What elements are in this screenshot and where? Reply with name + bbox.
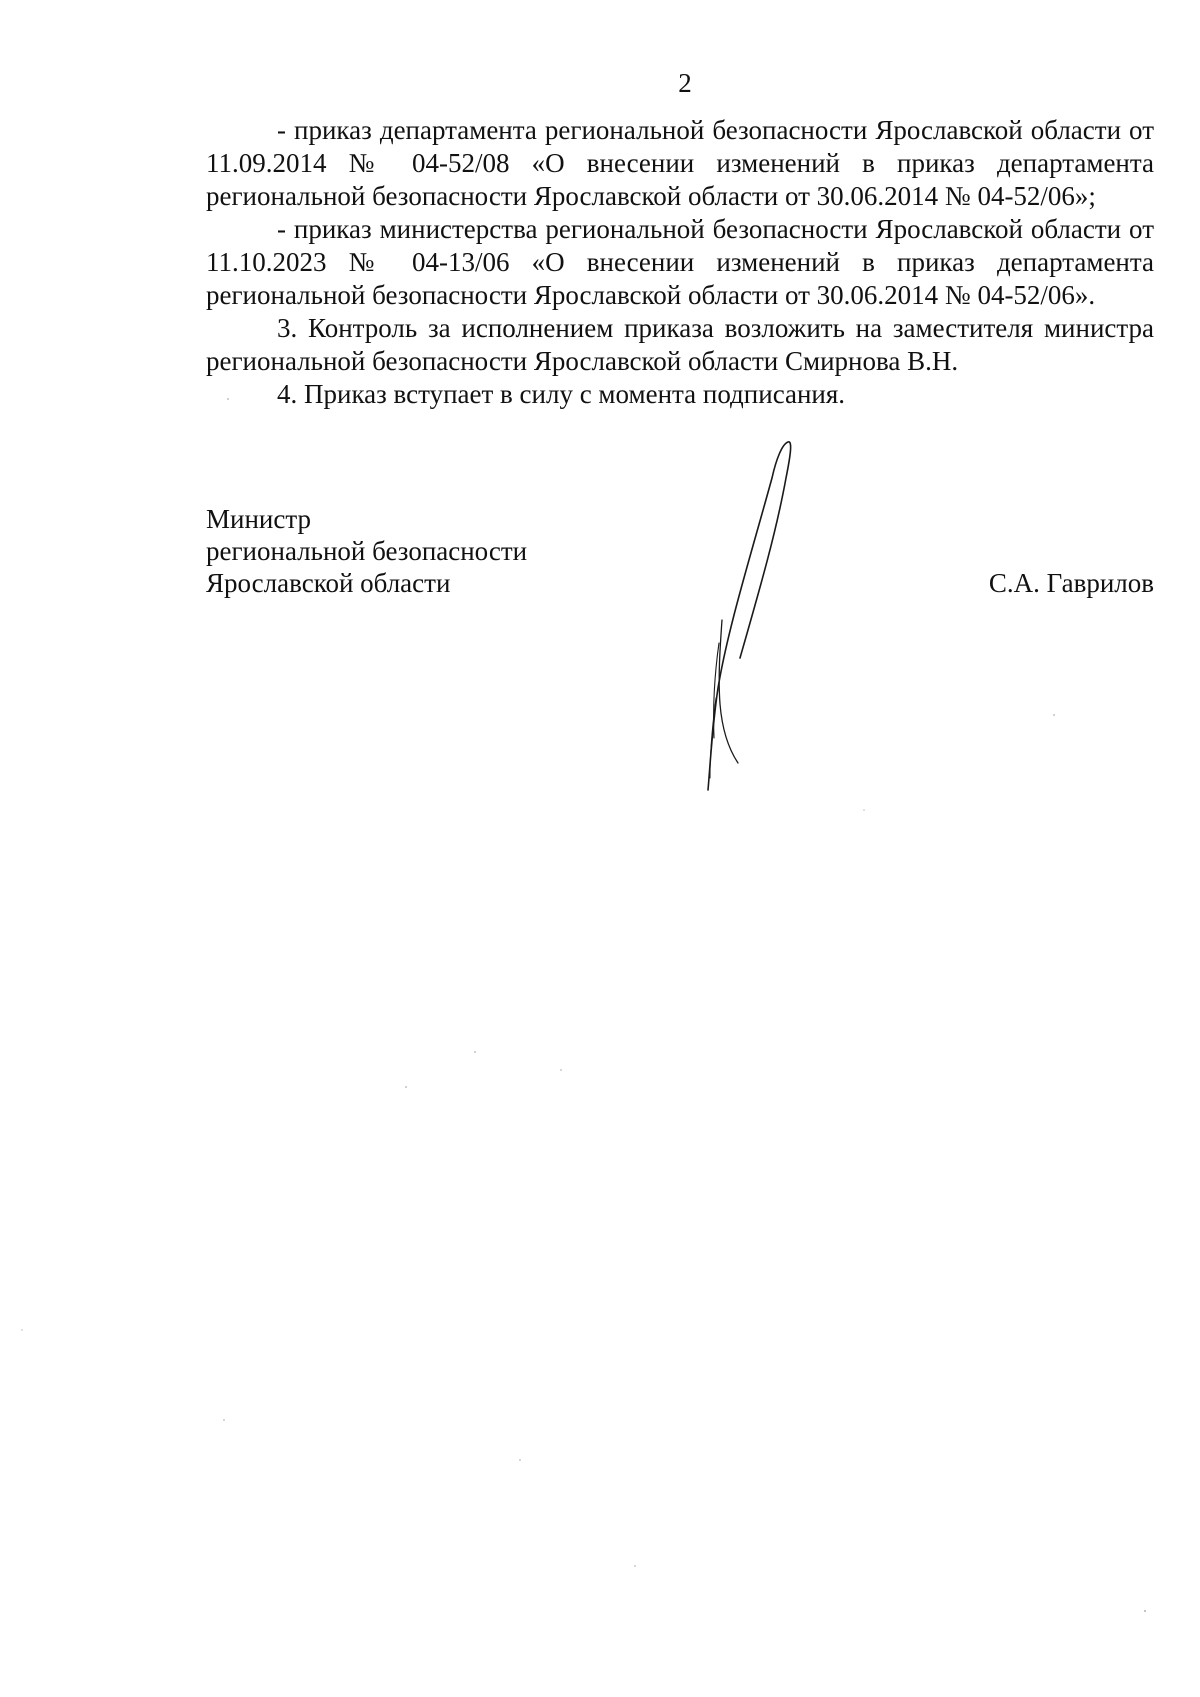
document-body	[206, 114, 1154, 411]
paragraph-control: 3. Контроль за исполнением приказа возложить на заместителя министра региональной безопасности Ярославской области Смирнова В.Н.	[206, 313, 1154, 376]
position-line-1: Министр	[206, 504, 311, 534]
position-line-2: региональной безопасности	[206, 536, 528, 566]
handwritten-signature	[700, 438, 860, 798]
page-number: 2	[678, 68, 692, 98]
paragraph-effective: 4. Приказ вступает в силу с момента подписания.	[277, 379, 846, 409]
paragraph-order-2014: - приказ департамента региональной безопасности Ярославской области от 11.09.2014 № 04-52/08 «О внесении изменений в приказ департамента региональной безопасности Ярославской области от 30.06.2014 № 04-52/06»;	[206, 115, 1154, 211]
signatory-name: С.А. Гаврилов	[988, 568, 1154, 598]
paragraph-order-2023: - приказ министерства региональной безопасности Ярославской области от 11.10.2023 № 04-13/06 «О внесении изменений в приказ департамента региональной безопасности Ярославской области от 30.06.2014 № 04-52/06».	[206, 214, 1154, 310]
signatory-position	[206, 503, 527, 599]
position-line-3: Ярославской области	[206, 568, 451, 598]
